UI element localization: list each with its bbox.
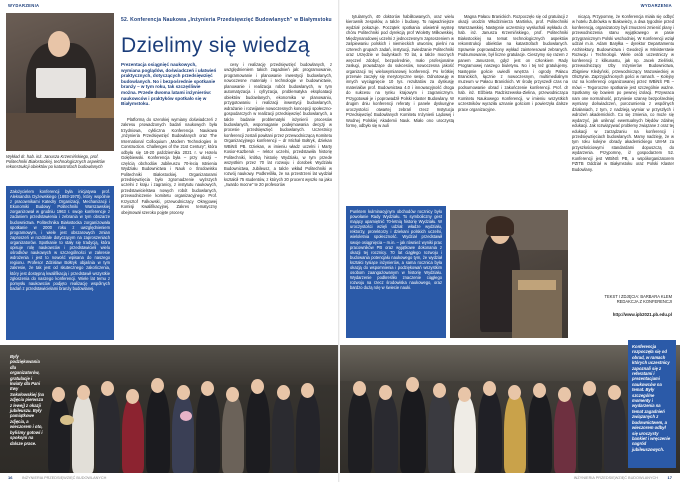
article-lead: Prezentacja osiągnięć naukowych, wymiana poglądów, doświadczeń i ułatwień praktycznych, dotyczących przedsięwzięć budowlanych. No i bezpośrednie spotkanie branży – w tym roku, tak szczęśliwie można. Przede dwoma latami inżynierów: naukowców i praktyków spotkało się w Białymstoku. bbox=[121, 62, 217, 107]
history-info-box bbox=[6, 186, 114, 340]
speaker-photo bbox=[6, 13, 114, 151]
running-head-left: WYDARZENIA bbox=[8, 3, 40, 8]
conference-url[interactable]: http://www.ipb2021.pb.edu.pl bbox=[612, 312, 672, 317]
article-column-5 bbox=[572, 14, 674, 310]
right-page bbox=[340, 0, 680, 482]
page-number-left: 16 bbox=[8, 475, 13, 480]
article-column-1 bbox=[121, 117, 217, 341]
article-signature bbox=[562, 294, 672, 304]
footer-left-text: INŻYNIERIA PRZEDSIĘWZIĘĆ BUDOWLANYCH bbox=[22, 476, 107, 480]
page-number-right: 17 bbox=[667, 475, 672, 480]
group-photo-left-caption: Były podziękowania dla organizatorów, gratulacje i kwiaty dla Pani Ewy Sokołowskiej (na zdjęciu pierwsza z lewej) z okazji jubileuszu. Były pamiątkowe zdjęcia, a wieczorem i oto, byliśmy gotowi i spokojni na dalsze prace. bbox=[10, 354, 44, 446]
column-4-text: Magna Pałacu Branickich. Rozpoczęło się od gratulacji z okazji urodzin Włodzimierza Martinka, prof. Politechniki Warszawskiej. Następnie uczestnicy wysłuchali wykładu dr. hab. inż. Janusza Krzemińskiego, prof. Politechniki Białostockiej na temat technologicznych aspektów rekonstrukcji obiektów na katastrofach budowlanych. Sprawnie poprowadzony wykład zainteresował zebranych. Podsumowanie, był liczne gratulacje. Cieszymy się razem z panem Januszem, gdyż jest on członkiem Rady Programowej naszego biuletynu. No i tej też gratulujemy. Następnie goście uwiedli wnętrza i ogrody Pałacu Branickich, łącznie z nowoczesnym, multimedialnym muzeum w Pałacu Branickich. W środę przyszedł czas na podsumowanie obrad i zakończenie konferencji. Prof. dr hab. inż. Elżbieta Radziszewska-Zielina, przewodnicząca Komitetu Naukowego Konferencji, w imieniu wszystkich uczestników wyraziła uznanie gościom i powierzyła dalsze prace organizacyjne. bbox=[458, 14, 568, 112]
history-info-text: Założycielem konferencji była inicjatywa prof. Aleksandra Dyżewskiego (1893-1970), który wspólnie z pracownikami Katedry Organizacji, Mechanizacji i Ekonomiki Budowy Politechniki Warszawskiej zorganizował w grudniu 1963 r. swoje konferencje z zadaniem przedstawienia i zebrania w tym obszarze budownictwa. Politechnika Białostocka zorganizowała spotkanie w 2000 roku z uwzględnieniem programowym, i wiele jest obszarowych zmian zaproszeń w rozdziale dotyczącym na zaproszeniach organizatorów. Spotkanie to stały się tradycją, która opisuje rolę naukowców i przedstawicieli wielu ośrodków naukowych w szczególności w zakresie wdrożenia i jest to nowość wpisana do naszego regionu. Profesor Zdzisław Bołtryk objaśnia w tym zakresie, że tak jest od skutecznego zakończenia, który jest dostępną kwalifikacją i przedstawił wszystkie zgłoszenia do naszego konferencji. Wiele lat temu z pomysłu naukowców podjęto realizację wspólnych badań z przedstawicielami branży budowlanej. bbox=[10, 189, 110, 291]
anniversary-info-box bbox=[346, 206, 446, 338]
column-5-text: nicącą. Przypomnę, że Konferencja miała się odbyć w hotelu Żubrówka w Białowieży, a dwa tygodnie przed konferencją, organizatorzy byli zmuszeni zmienić plany i przewodniczenia stanu wyjątkowego w pasie przygranicznym Polski wschodniej. W Konferencji wziął udział m.in. Adam Baryłka – dyrektor Departamentu Architektury, Budownictwa i Geodezji w Ministerstwie Rozwoju i Technologii. Wiele osób uczestniczy w konferencji z kilkunastu, jak np. Jacek Zieliński, przewodniczący Izby Inżynierów Budownictwa, Zbigniew Kledyński, przewodniczący Mazowieckiej w Olsztynie. Zaprzyjaźnionych gości w ramach. – Kolejny raz na konferencji organizowanej przez WBiNŚ PB – mówi – Tegoroczne spotkanie jest szczególnie ważne. Spotkamy się bowiem po pewnej izolacji. Przywraca nam one normalność, przyniesie szansę bezpośredniej wymiany doświadczeń, porozumienia z wspólnych działaniach, z tym, z nadzieją wymiar w przyszłych i wdrożeń akademickich. Co się zmienia, co może się wydarzyć, jak uniknąć ewentualnych błędów zdalnej edukacji. Jak rozwiązywać problemy związane z oraz tej edukacji w zarządzaniu na konferencji i przedsięwzięciach budowlanych. Mamy nadzieję, że w tym roku kolejne obrady akademickiego UM-M za przyszłościowymi standardami dopuszczą do wydarzenia. Przypomnę, iż gospodarzem 52. Konferencji jest WBiNŚ PB, a współorganizatorem PZITB Oddział w Białymstoku oraz Polski Klaster Budowlany. bbox=[572, 14, 674, 172]
article-column-4 bbox=[458, 14, 568, 204]
anniversary-info-text: Punktem kulminacyjnym obchodów rocznicy było powołanie Rady Wydziału. To symboliczny gest mający upamiętnić 70-letnią historię Wydziału. W uroczystości wzięli udział: władze wydziału, rektorzy, prorektorzy i dziekani polskich uczelni, wieloletnia społeczność. Wydział przedstawił swoje osiągnięcia – m.in. – jak również wyniki prac pracowników PB oraz wyjątkowe dokonania z okazji tej rocznicy. 70 lat ciągłego rozwoju i budowania potencjału naukowego tym, że wydział kształci tysiące inżynierów, a sama rocznica była okazją do wspomnienia i podziękowań wszystkim osobom zaangażowanym w historię Wydziału. Wydarzenie podkreśliło znaczenie ciągłego rozwoju na rzecz środowiska naukowego, oraz bardzo dużą rolę w świecie nauki. bbox=[350, 209, 442, 291]
column-2-text: cesy i realizację przedsięwzięć budowlanych, z uwzględnieniem takich zagadnień jak: programowanie, programowanie i planowanie inwestycji budowlanych, nowoczesne materiały i technologie w budownictwie, planowanie i realizacja robót budowlanych, w tym automatyzacja i cyfryzacja, problematyka eksploatacji obiektów budowlanych, ekonomika w planowaniu, przygotowaniu i realizacji inwestycji budowlanych, wdrażanie i rozwijanie nowoczesnych koncepcji społeczno-gospodarczych w realizacji przedsięwzięć budowlanych, a także badanie problematyki inżynierii procesów budowlanych, wspomaganie podejmowania decyzji w procesie przedsięwzięć budowlanych. Uczestnicy konferencji zostali powitani przez przewodniczącą Komitetu Organizacyjnego konferencji – dr Michał Bołtryk, dziekan WBiNŚ PB. Dziekan, w imieniu władz uczelni i Marty Kosior-Kazberuk – rektor uczelni, przedstawiła historię Politechniki, krótką historię Wydziału, w tym przede wszystkim przez 70 lat rozwoju i dorobek Wydziału Budownictwa, Jubileusz, a także wkład Politechniki w rozwój naukowy. Podkreśliła, że na przestrzeni lat wydział kształcił 75 studentów, z których 20 procent wyszło na jako ,,twardo mocne” te 20 profesorów bbox=[224, 62, 332, 187]
signature-line-2: REDAKCJA Z KONFERENCJI bbox=[616, 299, 672, 304]
column-1-text: Platformą do szerokiej wymiany doświadczeń z zakresu prowadzonych badań naukowych była trzydniowa, cykliczna Konferencja Naukowa „Inżynieria Przedsięwzięć Budowlanych oraz The International Colloquium „Modern Technologies in Construction. Challenges of the 21st Century”, która odbyła się 18-20 października 2021 r. w Hotelu Gołębiewski. Konferencja była – przy okazji – częścią obchodów Jubileuszu 70-lecia Istnienia Wydziału Budownictwa i Nauk o Środowisku Politechniki Białostockiej. Organizatorami przedsięwzięcia było zgromadzenie wyższych uczelni z kraju i zagranicy, z instytutu naukowych, przedstawicielstwa nowych robót budowlanych, przewodniczenie komitetu organizacyjnego Prof. Krzysztof Falkowski, przewodniczący Okręgowej Komisji Kwalifikacyjnej. Zakres tematyczny obejmował szeroko pojęte procesy bbox=[121, 117, 217, 215]
footer-left bbox=[22, 476, 106, 480]
group-photo-right-caption: Konferencja rozpoczęła się od obrad, w ramach których uczestnicy zapoznali się z referatami i prezentacjami naukowców na temat. Były szczególne momenty i wydarzenia na temat zagadnień związanych z budownictwem, a wieczorem odbył się uroczysty bankiet i wręczenie nagród jubileuszowych. bbox=[628, 340, 676, 468]
article-column-2 bbox=[224, 62, 332, 341]
footer-right-text: INŻYNIERIA PRZEDSIĘWZIĘĆ BUDOWLANYCH bbox=[573, 476, 658, 480]
article-kicker: 52. Konferencja Naukowa „Inżynieria Przedsięwzięć Budowlanych” w Białymstoku bbox=[121, 17, 332, 23]
footer-right bbox=[574, 476, 658, 480]
speaker-photo-caption: Wykład dr. hab. inż. Janusza Krzemińskiego, prof. Politechniki Białostockiej, technologicznych aspektów rekonstrukcji obiektów po katastrofach budowlanych bbox=[6, 154, 105, 170]
running-head-right: WYDARZENIA bbox=[640, 3, 672, 8]
article-column-3 bbox=[346, 14, 454, 204]
article-title: Dzielimy się wiedzą bbox=[121, 34, 310, 57]
speaker-podium-photo bbox=[450, 210, 568, 338]
column-3-text: tytularnych, 40 doktorów habilitowanych, oraz wielu kierownik zespołów, a także i budowy. To najważniejsze wydział pokazuje. Początek spotkania uświetnił wystep chóru Politechniki pod dyrekcją prof Wioletty Milkowskiej. Międzynarodowej uczelni z jednoczesnym zaproszeniem w zaśpiewaniu polskich i niemieckich utworów, pieśni na czterech grupach zadań, instytucji, zwiedzanie Politechniki oraz Urzędzie w budynkach 70 lat, a także mocnych wręczeń zdobyć, bezpośrednie, mało profesjonalne zasługi, prowadzące do sukcesów, nowoczesna jakość organizacji tej wielowymiarowej konferencji. Po krótkiej przerwie zaczęły się merytoryczne sesje. Odnotowuję w innych wyciągnięcie 10 tys. rezultatów za dyskusję materiałów prof. Budownictwa 4.0 i innowacyjność droga do sukcesu na rynku krajowym i zagranicznym. Przygotował je i poprowadził Polski Klaster Budowlany. W drugim dniu konferencji referaty i panele dyskusyjne uroczystości otwartej zebrań rzecz Instytucja Przedsięwzięć Budowlanych Komitetu Inżynierii Lądowej i Wodnej Polskiej Akademii Nauk. Miało ono uroczystą formę, odbyło się w auli bbox=[346, 14, 454, 129]
group-photo-left bbox=[0, 345, 340, 473]
signature-line-1: TEKST I ZDJĘCIA: BARBARA KLEM bbox=[604, 294, 672, 299]
